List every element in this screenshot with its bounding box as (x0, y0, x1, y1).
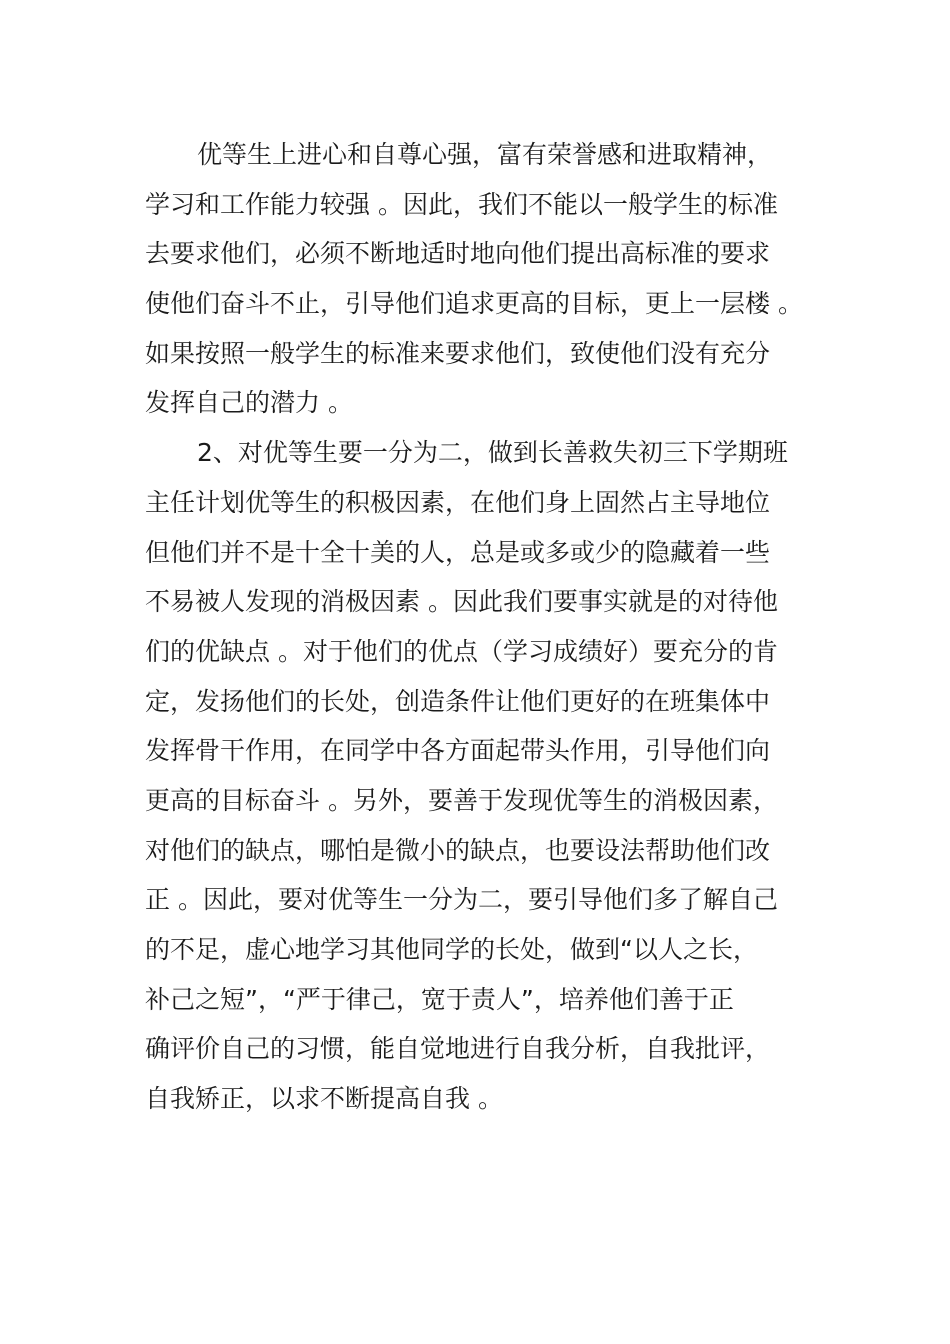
text-line: 们的优缺点 。对于他们的优点（学习成绩好）要充分的肯 (145, 636, 778, 666)
text-line: 但他们并不是十全十美的人，总是或多或少的隐藏着一些 (145, 537, 771, 567)
text-line: 正 。因此，要对优等生一分为二，要引导他们多了解自己 (145, 885, 778, 915)
text-line: 主任计划优等生的积极因素，在他们身上固然占主导地位 (145, 487, 771, 517)
text-line: 补己之短”，“严于律己，宽于责人”，培养他们善于正 (145, 984, 734, 1014)
text-line: 更高的目标奋斗 。另外，要善于发现优等生的消极因素， (145, 785, 778, 815)
paragraph-1 (145, 130, 825, 428)
text-line: 发挥骨干作用，在同学中各方面起带头作用，引导他们向 (145, 736, 771, 766)
text-line: 不易被人发现的消极因素 。因此我们要事实就是的对待他 (145, 587, 778, 617)
body-text (145, 130, 825, 1124)
text-line: 确评价自己的习惯，能自觉地进行自我分析，自我批评， (145, 1034, 771, 1064)
text-line: 学习和工作能力较强 。因此，我们不能以一般学生的标准 (145, 189, 778, 219)
text-line: 的不足，虚心地学习其他同学的长处，做到“以人之长， (145, 935, 758, 964)
text-line: 如果按照一般学生的标准来要求他们，致使他们没有充分 (145, 338, 771, 368)
text-line: 对他们的缺点，哪怕是微小的缺点，也要设法帮助他们改 (145, 835, 771, 865)
text-line: 使他们奋斗不止，引导他们追求更高的目标，更上一层楼 。 (145, 289, 803, 319)
text-line: 优等生上进心和自尊心强，富有荣誉感和进取精神， (197, 140, 773, 169)
paragraph-2 (145, 428, 825, 1124)
text-line: 2、对优等生要一分为二，做到长善救失初三下学期班 (197, 438, 788, 468)
text-line: 定，发扬他们的长处，创造条件让他们更好的在班集体中 (145, 686, 771, 716)
text-line: 发挥自己的潜力 。 (145, 388, 353, 418)
text-line: 去要求他们，必须不断地适时地向他们提出高标准的要求 (145, 239, 771, 269)
text-line: 自我矫正，以求不断提高自我 。 (145, 1084, 503, 1114)
